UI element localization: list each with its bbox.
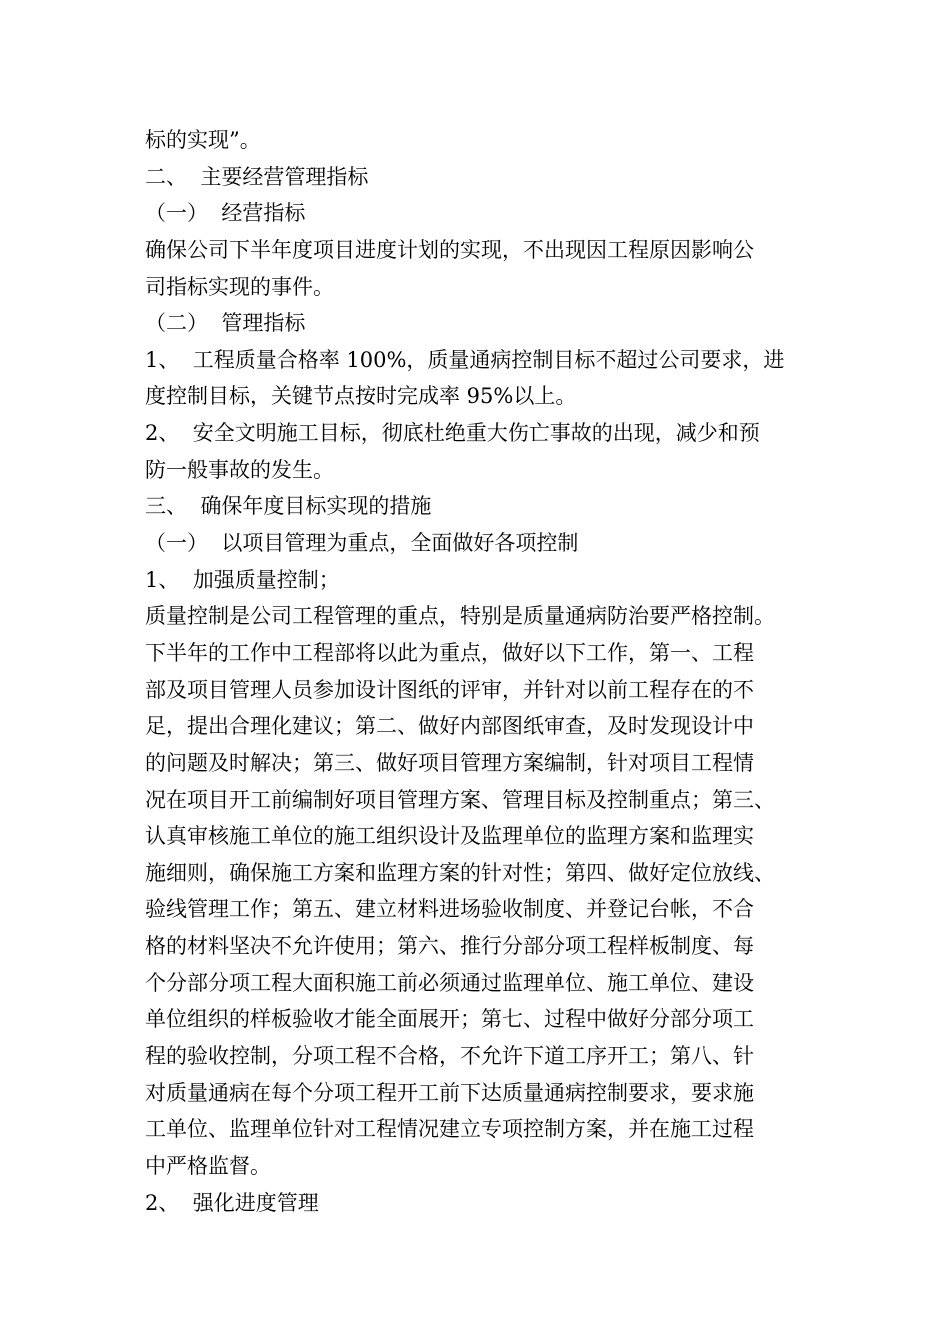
text-line-1: 标的实现”。 <box>145 128 261 152</box>
text-line-21: 施细则，确保施工方案和监理方案的针对性；第四、做好定位放线、 <box>145 860 775 885</box>
text-line-17: 足，提出合理化建议；第二、做好内部图纸审查，及时发现设计中 <box>145 714 754 739</box>
list-item-quality: 1、 加强质量控制； <box>145 567 340 592</box>
text-line-25: 单位组织的样板验收才能全面展开；第七、过程中做好分部分项工 <box>145 1007 754 1032</box>
list-item-2: 2、 安全文明施工目标，彻底杜绝重大伤亡事故的出现，减少和预 <box>145 421 760 446</box>
subsection-heading-3-1: （一） 以项目管理为重点，全面做好各项控制 <box>145 531 579 556</box>
text-line-19: 况在项目开工前编制好项目管理方案、管理目标及控制重点；第三、 <box>145 787 775 812</box>
text-line-4: 确保公司下半年度项目进度计划的实现，不出现因工程原因影响公 <box>145 237 754 262</box>
text-line-15: 下半年的工作中工程部将以此为重点，做好以下工作，第一、工程 <box>145 640 754 665</box>
text-line-24: 个分部分项工程大面积施工前必须通过监理单位、施工单位、建设 <box>145 970 754 995</box>
subsection-heading-2-2: （二） 管理指标 <box>145 311 306 336</box>
text-line-8: 度控制目标，关键节点按时完成率 95%以上。 <box>145 384 577 409</box>
subsection-heading-2-1: （一） 经营指标 <box>145 201 306 226</box>
document-body <box>145 122 825 1221</box>
text-line-29: 中严格监督。 <box>145 1153 271 1178</box>
text-line-10: 防一般事故的发生。 <box>145 457 334 482</box>
section-heading-2: 二、 主要经营管理指标 <box>145 164 369 189</box>
text-line-26: 程的验收控制，分项工程不合格，不允许下道工序开工；第八、针 <box>145 1044 754 1069</box>
text-line-28: 工单位、监理单位针对工程情况建立专项控制方案，并在施工过程 <box>145 1117 754 1142</box>
text-line-23: 格的材料坚决不允许使用；第六、推行分部分项工程样板制度、每 <box>145 934 754 959</box>
text-line-22: 验线管理工作；第五、建立材料进场验收制度、并登记台帐，不合 <box>145 897 754 922</box>
text-line-20: 认真审核施工单位的施工组织设计及监理单位的监理方案和监理实 <box>145 824 754 849</box>
list-item-1: 1、 工程质量合格率 100%，质量通病控制目标不超过公司要求，进 <box>145 347 785 372</box>
text-line-14: 质量控制是公司工程管理的重点，特别是质量通病防治要严格控制。 <box>145 604 775 629</box>
text-line-27: 对质量通病在每个分项工程开工前下达质量通病控制要求，要求施 <box>145 1080 754 1105</box>
list-item-progress: 2、 强化进度管理 <box>145 1190 319 1215</box>
text-line-16: 部及项目管理人员参加设计图纸的评审，并针对以前工程存在的不 <box>145 677 754 702</box>
text-line-5: 司指标实现的事件。 <box>145 274 334 299</box>
section-heading-3: 三、 确保年度目标实现的措施 <box>145 494 432 519</box>
text-line-18: 的问题及时解决；第三、做好项目管理方案编制，针对项目工程情 <box>145 750 754 775</box>
